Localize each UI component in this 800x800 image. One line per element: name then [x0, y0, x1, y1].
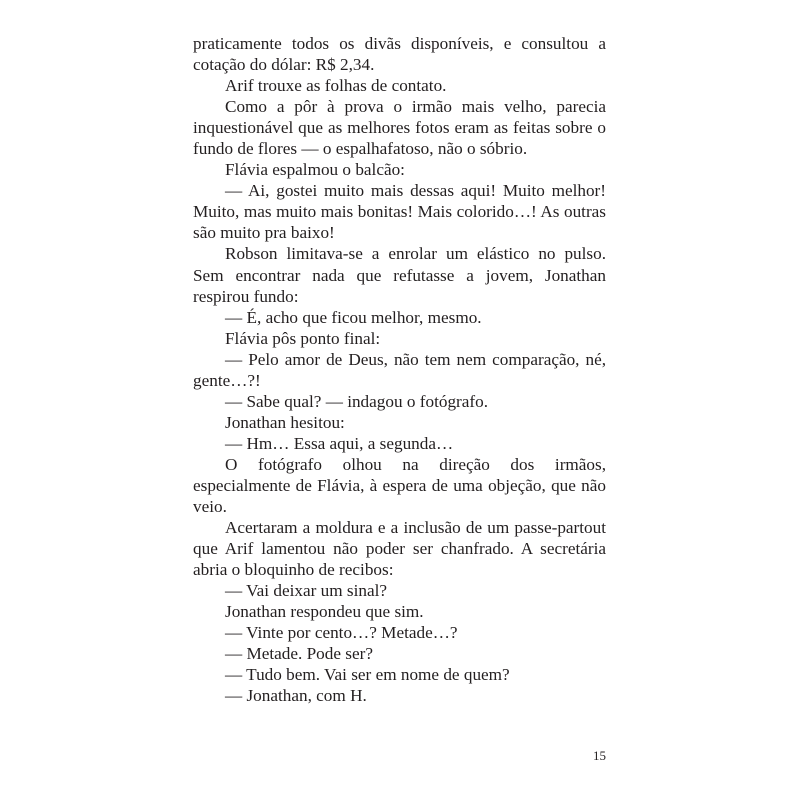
dialogue-line: — Metade. Pode ser?: [225, 644, 373, 664]
paragraph: Flávia espalmou o balcão:: [225, 160, 405, 180]
dialogue-line: — Hm… Essa aqui, a segunda…: [225, 433, 454, 453]
paragraph: Jonathan hesitou:: [225, 412, 345, 432]
paragraph: O fotógrafo olhou na direção dos irmãos, especialmente de Flávia, à espera de uma objeção, que não veio.: [193, 454, 606, 517]
page-number: 15: [593, 748, 606, 763]
dialogue-line: — Jonathan, com H.: [225, 686, 367, 706]
paragraph: praticamente todos os divãs disponíveis, e consultou a cotação do dólar: R$ 2,34.: [193, 34, 606, 75]
paragraph: Arif trouxe as folhas de contato.: [225, 76, 447, 96]
dialogue-line: — É, acho que ficou melhor, mesmo.: [225, 307, 482, 327]
dialogue-line: — Vinte por cento…? Metade…?: [225, 623, 458, 643]
body-text: [193, 33, 606, 707]
paragraph: Jonathan respondeu que sim.: [225, 602, 424, 622]
paragraph: Flávia pôs ponto final:: [225, 328, 381, 348]
dialogue-line: — Vai deixar um sinal?: [225, 581, 387, 601]
dialogue-line: — Sabe qual? — indagou o fotógrafo.: [225, 391, 488, 411]
dialogue-line: — Ai, gostei muito mais dessas aqui! Muito melhor! Muito, mas muito mais bonitas! Mais colorido…! As outras são muito pra baixo!: [193, 181, 606, 243]
paragraph: Como a pôr à prova o irmão mais velho, parecia inquestionável que as melhores fotos eram as feitas sobre o fundo de flores — o espalhafatoso, não o sóbrio.: [193, 97, 606, 159]
paragraph: Acertaram a moldura e a inclusão de um passe-partout que Arif lamentou não poder ser chanfrado. A secretária abria o bloquinho de recibos:: [193, 518, 606, 580]
dialogue-line: — Pelo amor de Deus, não tem nem comparação, né, gente…?!: [193, 349, 606, 390]
dialogue-line: — Tudo bem. Vai ser em nome de quem?: [225, 665, 510, 685]
paragraph: Robson limitava-se a enrolar um elástico no pulso. Sem encontrar nada que refutasse a jovem, Jonathan respirou fundo:: [193, 244, 606, 306]
